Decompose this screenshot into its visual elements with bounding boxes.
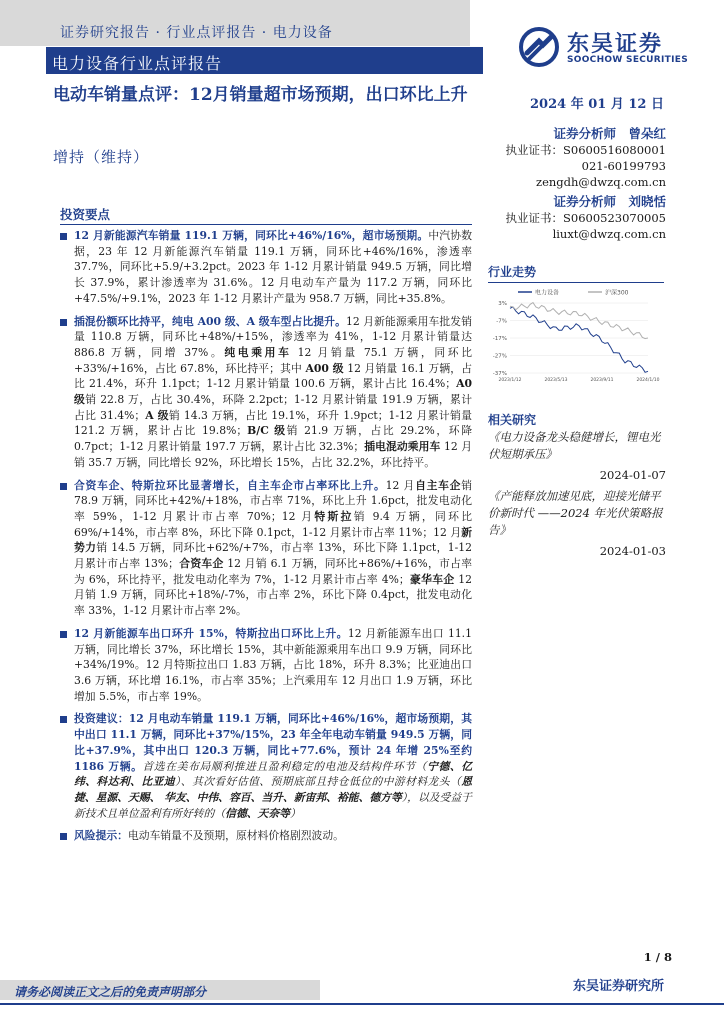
category-label: 电力设备行业点评报告 (52, 54, 223, 73)
y-tick-label: -7% (496, 318, 507, 325)
x-tick-label: 2023/1/12 (498, 378, 522, 383)
bullet-square-icon (60, 319, 67, 326)
divider (488, 282, 664, 283)
y-tick-label: -27% (492, 353, 507, 360)
key-point-3: 合资车企、特斯拉环比显著增长，自主车企市占率环比上升。12 月自主车企销 78.9 万辆，同环比+42%/+18%，市占率 71%，环比上升 1.6pct，批发电动化率 59%，1-12 月累计市占率 70%；12 月特斯拉销 9.4 万辆，同环比 69%/+14%，市占率 8%，环比下降 0.1pct，1-12 月累计市占率 11%；12 月新势力销 14.5 万辆，同环比+62%/+7%，市占率 13%，环比下降 1.1pct，1-12 月累计市占率 13%；合资车企 12 月销 6.1 万辆，同环比+86%/+16%，市占率为 6%，环比持平，批发电动化率为 7%，1-12 月累计市占率 4%；豪华车企 12 月销 1.9 万辆，同环比+18%/-7%，市占率 2%，环比下降 0.4pct，批发电动化率 33%，1-12 月累计市占率 2%。 (60, 478, 472, 619)
related-item-title[interactable]: 《电力设备龙头稳健增长，锂电光伏短期承压》 (488, 430, 661, 461)
x-tick-label: 2023/5/13 (544, 378, 568, 383)
related-list (488, 429, 666, 564)
key-points-heading: 投资要点 (60, 207, 111, 222)
footer-divider (0, 1003, 724, 1005)
divider (60, 224, 472, 225)
key-points-body (60, 228, 472, 851)
brand-name-en: SOOCHOW SECURITIES (567, 55, 688, 65)
trend-heading: 行业走势 (488, 265, 537, 279)
header-band (0, 0, 470, 46)
report-title: 电动车销量点评：12月销量超市场预期，出口环比上升 (53, 85, 468, 105)
related-item-date: 2024-01-03 (599, 544, 666, 558)
series-line-1 (510, 307, 648, 372)
rating: 增持（维持） (53, 148, 150, 166)
bullet-square-icon (60, 716, 67, 723)
bullet-square-icon (60, 833, 67, 840)
y-tick-label: -17% (492, 336, 507, 342)
analyst-email[interactable]: liuxt@dwzq.com.cn (552, 227, 666, 241)
y-tick-label: -37% (492, 371, 507, 377)
bullet-square-icon (60, 631, 67, 638)
y-tick-label: 3% (498, 301, 507, 307)
x-tick-label: 2023/9/11 (590, 378, 614, 383)
report-date: 2024 年 01 月 12 日 (530, 97, 664, 112)
category-bar (46, 47, 483, 74)
key-point-6: 风险提示：电动车销量不及预期，原材料价格剧烈波动。 (60, 828, 472, 844)
related-item-date: 2024-01-07 (599, 468, 666, 482)
brand-name: 东吴证券 (567, 31, 664, 57)
key-point-1: 12 月新能源汽车销量 119.1 万辆，同环比+46%/16%，超市场预期。中汽协数据，23 年 12 月新能源汽车销量 119.1 万辆，同环比+46%/16%，渗透率 37.7%，同环比+5.9/+3.2pct。2023 年 1-12 月累计销量 949.5 万辆，同比增长 37.9%，累计渗透率为 31.6%。12 月电动车产量为 117.2 万辆，同环比+47.5%/+9.1%，2023 年 1-12 月累计产量为 958.7 万辆，同比+35.8%。 (60, 228, 472, 307)
brand-logo (519, 27, 709, 67)
analyst-phone: 021-60199793 (581, 159, 666, 173)
key-point-2: 插混份额环比持平，纯电 A00 级、A 级车型占比提升。12 月新能源乘用车批发销量 110.8 万辆，同环比+48%/+15%，渗透率为 41%，1-12 月累计销量达 886.8 万辆，同增 37%。纯电乘用车 12 月销量 75.1 万辆，同环比+33%/+16%，占比 67.8%，环比持平；其中 A00 级 12 月销量 16.1 万辆，占比 21.4%，环升 1.1pct；1-12 月累计销量 100.6 万辆，累计占比 16.4%；A0 级销 22.8 万，占比 30.4%，环降 2.2pct；1-12 月累计销量 191.9 万辆，累计占比 31.4%；A 级销 14.3 万辆，占比 19.1%，环升 1.9pct；1-12 月累计销量 121.2 万辆，累计占比 19.8%；B/C 级销 21.9 万辆，占比 29.2%，环降 0.7pct；1-12 月累计销量 197.7 万辆，累计占比 32.3%；插电混动乘用车 12 月销 35.7 万辆，同比增长 92%，环比增长 15%，占比 32.2%，环比持平。 (60, 314, 472, 471)
analyst-cert: 执业证书：S0600523070005 (505, 211, 666, 225)
brand-mark-icon (519, 27, 559, 67)
disclaimer-band (0, 980, 320, 1000)
disclaimer-text: 请务必阅读正文之后的免责声明部分 (14, 985, 207, 999)
x-tick-label: 2024/1/10 (636, 378, 660, 383)
related-item-title[interactable]: 《产能释放加速见底，迎接光储平价新时代 ——2024 年光伏策略报告》 (488, 489, 663, 537)
legend-label: 电力设备 (535, 289, 560, 297)
page-number: 1 / 8 (643, 950, 672, 964)
bullet-square-icon (60, 233, 67, 240)
analyst-block (506, 126, 667, 242)
related-heading: 相关研究 (488, 413, 537, 427)
analyst-name: 证券分析师 曾朵红 (553, 126, 666, 141)
trend-chart (488, 285, 663, 385)
key-point-5: 投资建议：12 月电动车销量 119.1 万辆，同环比+46%/16%，超市场预期，其中出口 11.1 万辆，同环比+37%/15%，23 年全年电动车销量 949.5 万辆，同比+37.9%，其中出口 120.3 万辆，同比+77.6%，预计 24 年增 25%至约 1186 万辆。首选在美布局顺利推进且盈利稳定的电池及结构件环节（宁德、亿纬、科达利、比亚迪）、其次看好估值、预期底部且持仓低位的中游材料龙头（恩捷、星源、天赐、 华友、中伟、容百、当升、新宙邦、裕能、德方等），以及受益于新技术且单位盈利有所好转的（信德、天奈等） (60, 711, 472, 821)
key-point-4: 12 月新能源车出口环升 15%，特斯拉出口环比上升。12 月新能源车出口 11.1 万辆，同比增长 37%，环比增长 15%，其中新能源乘用车出口 9.9 万辆，同环比+34%/19%。12 月特斯拉出口 1.83 万辆，占比 18%，环升 8.3%；比亚迪出口 3.6 万辆，环比增 16.1%，市占率 35%；上汽乘用车 12 月出口 1.9 万辆，环比增加 5.5%，市占率 19%。 (60, 626, 472, 705)
bullet-square-icon (60, 483, 67, 490)
breadcrumb: 证券研究报告 · 行业点评报告 · 电力设备 (60, 25, 333, 41)
analyst-cert: 执业证书：S0600516080001 (505, 143, 666, 157)
analyst-name: 证券分析师 刘晓恬 (553, 194, 666, 209)
footer-org: 东吴证券研究所 (572, 979, 664, 994)
legend-label: 沪深300 (605, 289, 629, 297)
analyst-email[interactable]: zengdh@dwzq.com.cn (536, 175, 666, 189)
